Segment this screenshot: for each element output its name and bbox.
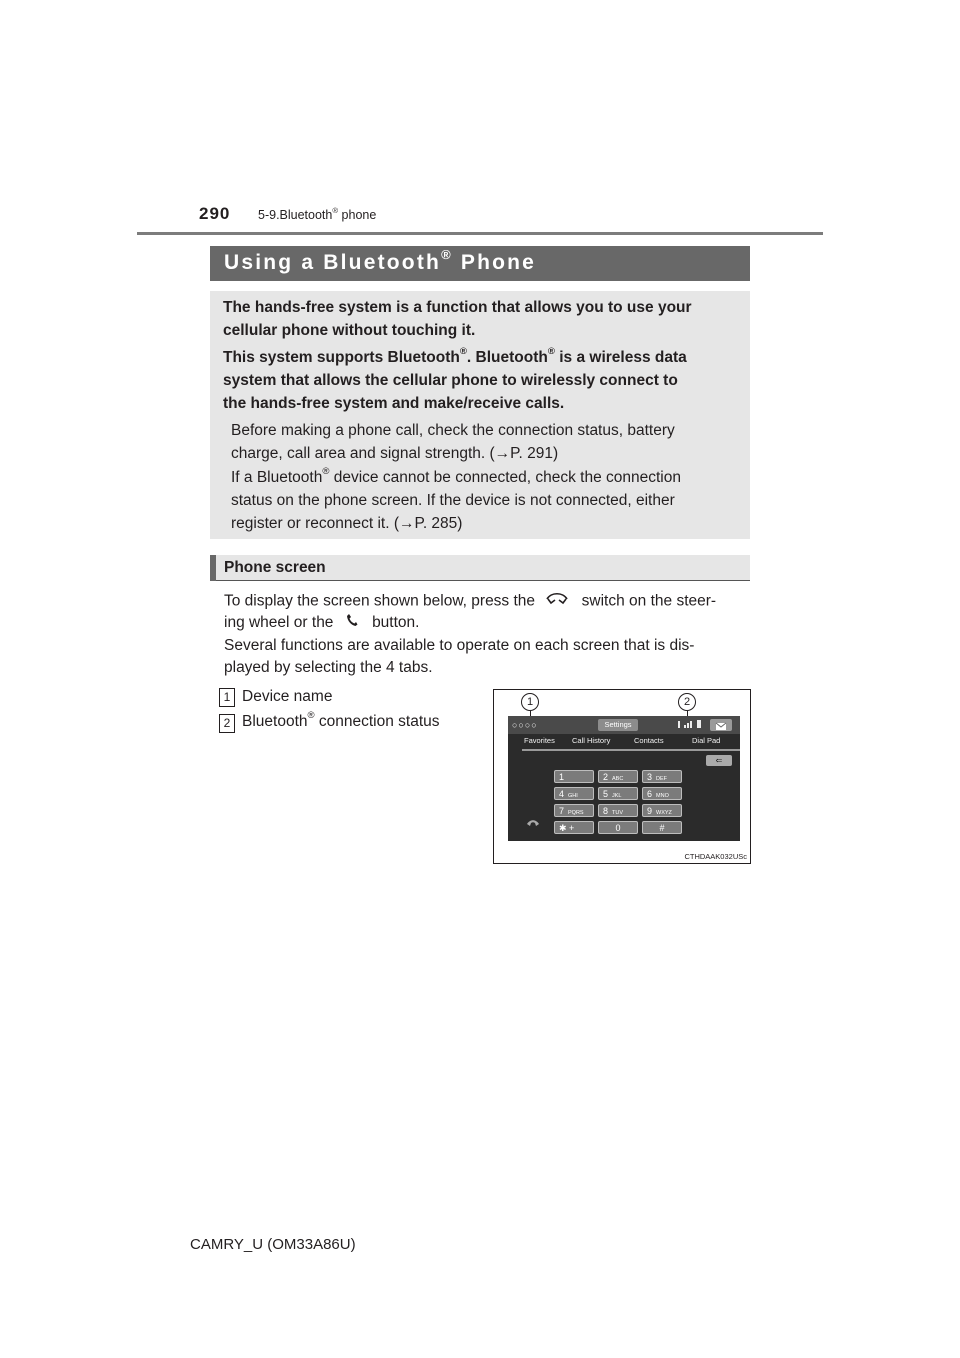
subsection-bar bbox=[210, 555, 750, 581]
figure-code: CTHDAAK032USc bbox=[684, 852, 747, 861]
phone-button-icon bbox=[346, 612, 358, 634]
tab-underline bbox=[522, 749, 740, 751]
key-2[interactable]: 2 ABC bbox=[598, 770, 638, 783]
header-rule bbox=[137, 232, 823, 235]
call-handset-icon[interactable] bbox=[526, 818, 540, 831]
subsection-title: Phone screen bbox=[224, 559, 326, 576]
section-title-bar bbox=[210, 246, 750, 281]
intro-text-line: This system supports Bluetooth®. Bluetooth® is a wireless data bbox=[223, 346, 687, 366]
intro-note-line: If a Bluetooth® device cannot be connected, check the connection bbox=[231, 466, 681, 486]
phone-screen-figure bbox=[493, 689, 751, 864]
tab-call-history[interactable]: Call History bbox=[572, 736, 611, 745]
list-item-connection-status: Bluetooth® connection status bbox=[242, 710, 440, 730]
intro-text-line: the hands-free system and make/receive calls. bbox=[223, 395, 565, 412]
intro-text-line: The hands-free system is a function that allows you to use your bbox=[223, 299, 692, 316]
key-3[interactable]: 3 DEF bbox=[642, 770, 682, 783]
dial-keypad bbox=[554, 770, 690, 836]
key-0[interactable]: 0 bbox=[598, 821, 638, 834]
body-text-line: Several functions are available to operate on each screen that is dis- bbox=[224, 637, 695, 654]
page-number: 290 bbox=[199, 204, 231, 223]
device-name: ○○○○ bbox=[512, 720, 538, 730]
tab-favorites[interactable]: Favorites bbox=[524, 736, 555, 745]
device-screen bbox=[508, 716, 740, 841]
signal-status-icon bbox=[678, 719, 704, 731]
list-number-badge: 2 bbox=[219, 714, 235, 733]
back-button[interactable]: ⇐ bbox=[706, 755, 732, 766]
section-title: Using a Bluetooth® Phone bbox=[224, 247, 537, 274]
key-5[interactable]: 5 JKL bbox=[598, 787, 638, 800]
body-text-line: To display the screen shown below, press the switch on the steer- bbox=[224, 590, 716, 613]
key-hash[interactable]: # bbox=[642, 821, 682, 834]
steering-phone-switch-icon bbox=[545, 590, 569, 613]
intro-note-line: charge, call area and signal strength. (→P. 291) bbox=[231, 445, 559, 462]
list-number-badge: 1 bbox=[219, 688, 235, 707]
screen-tabs bbox=[522, 736, 740, 749]
tab-contacts[interactable]: Contacts bbox=[634, 736, 664, 745]
intro-note-line: status on the phone screen. If the device is not connected, either bbox=[231, 492, 675, 509]
intro-note-line: Before making a phone call, check the connection status, battery bbox=[231, 422, 675, 439]
section-label: 5-9.Bluetooth® phone bbox=[258, 205, 377, 222]
callout-1: 1 bbox=[521, 693, 539, 711]
key-star-plus[interactable]: ✱ + bbox=[554, 821, 594, 834]
message-button[interactable] bbox=[710, 719, 732, 731]
key-1[interactable]: 1 bbox=[554, 770, 594, 783]
key-8[interactable]: 8 TUV bbox=[598, 804, 638, 817]
key-6[interactable]: 6 MNO bbox=[642, 787, 682, 800]
body-text-line: played by selecting the 4 tabs. bbox=[224, 659, 433, 676]
callout-2: 2 bbox=[678, 693, 696, 711]
tab-dial-pad[interactable]: Dial Pad bbox=[692, 736, 721, 745]
subsection-marker bbox=[210, 555, 216, 581]
key-4[interactable]: 4 GHI bbox=[554, 787, 594, 800]
intro-box bbox=[210, 291, 750, 539]
intro-text-line: cellular phone without touching it. bbox=[223, 322, 476, 339]
intro-note-line: register or reconnect it. (→P. 285) bbox=[231, 515, 463, 532]
intro-text-line: system that allows the cellular phone to wirelessly connect to bbox=[223, 372, 678, 389]
body-text-line: ing wheel or the button. bbox=[224, 612, 419, 634]
key-9[interactable]: 9 WXYZ bbox=[642, 804, 682, 817]
footer-model-code: CAMRY_U (OM33A86U) bbox=[190, 1236, 356, 1253]
key-7[interactable]: 7 PQRS bbox=[554, 804, 594, 817]
settings-button[interactable]: Settings bbox=[598, 719, 638, 731]
list-item-device-name: Device name bbox=[242, 688, 333, 705]
